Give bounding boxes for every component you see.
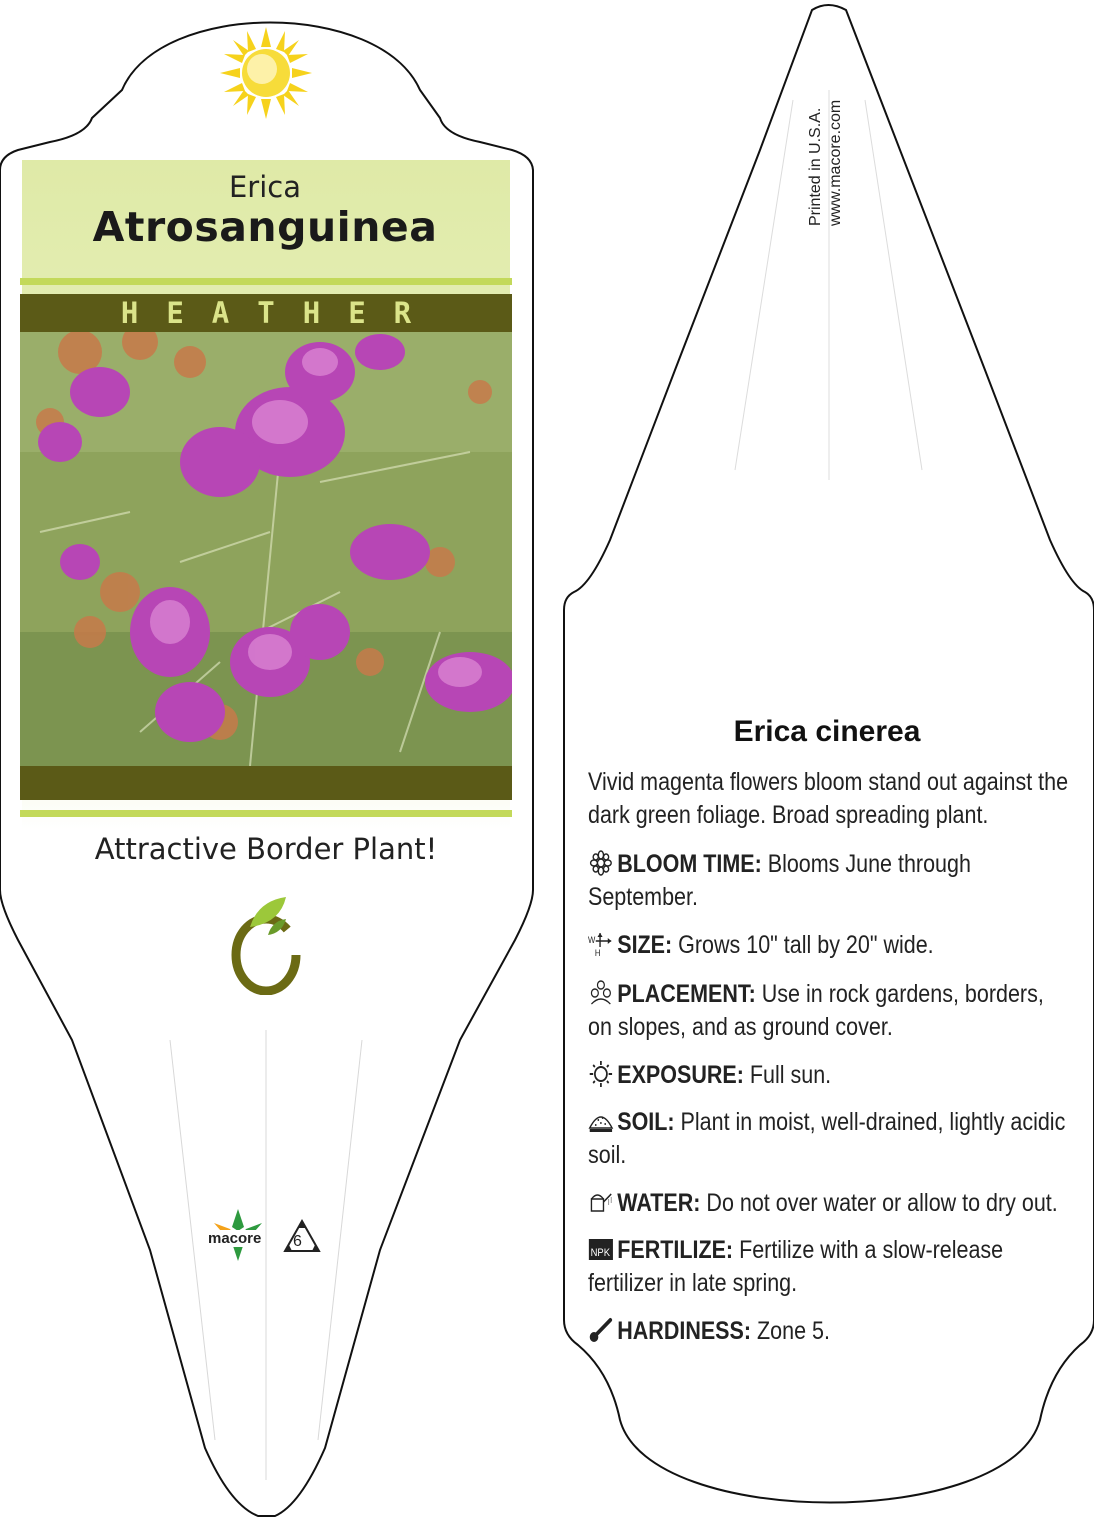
flower-icon — [588, 850, 614, 876]
photo-footer-band — [20, 766, 512, 800]
sun-icon — [218, 25, 314, 121]
plant-description: Vivid magenta flowers bloom stand out against the dark green foliage. Broad spreading plant. — [588, 768, 1069, 829]
recycle-code: 6 — [293, 1233, 302, 1250]
recycle-icon — [282, 1218, 322, 1256]
svg-text:NPK: NPK — [590, 1247, 611, 1260]
fertilizer-icon — [588, 1236, 614, 1262]
soil-icon — [588, 1108, 614, 1134]
common-name-band: HEATHER — [20, 294, 512, 332]
brand-name: macore — [208, 1230, 262, 1247]
printed-origin: Printed in U.S.A. www.macore.com — [806, 66, 846, 226]
front-rule-top — [20, 278, 512, 285]
website-url: www.macore.com — [827, 99, 844, 226]
info-bloom-time: BLOOM TIME: Blooms June through September. — [588, 850, 971, 911]
sun-icon — [588, 1061, 614, 1087]
info-soil: SOIL: Plant in moist, well-drained, lightly acidic soil. — [588, 1108, 1066, 1169]
info-exposure: EXPOSURE: Full sun. — [588, 1059, 1070, 1092]
info-fertilize: NPK FERTILIZE: Fertilize with a slow-release fertilizer in late spring. — [588, 1236, 1004, 1297]
info-size: W H SIZE: Grows 10" tall by 20" wide. — [588, 931, 934, 959]
heather-flower-photo — [20, 332, 512, 766]
watering-can-icon — [588, 1189, 614, 1215]
sprout-logo-icon — [228, 895, 304, 995]
info-hardiness: HARDINESS: Zone 5. — [588, 1315, 1070, 1348]
plant-species: Atrosanguinea — [92, 203, 438, 251]
svg-text:W: W — [588, 934, 596, 946]
info-placement: PLACEMENT: Use in rock gardens, borders, on slopes, and as ground cover. — [588, 980, 1044, 1041]
back-title: Erica cinerea — [733, 715, 921, 748]
front-rule-bottom — [20, 810, 512, 817]
placement-icon — [588, 980, 614, 1006]
info-water: WATER: Do not over water or allow to dry out. — [588, 1187, 1070, 1220]
size-icon — [588, 931, 614, 957]
tagline: Attractive Border Plant! — [94, 832, 438, 866]
svg-text:H: H — [594, 947, 601, 957]
plant-genus: Erica — [228, 170, 302, 204]
thermometer-icon — [588, 1317, 614, 1343]
